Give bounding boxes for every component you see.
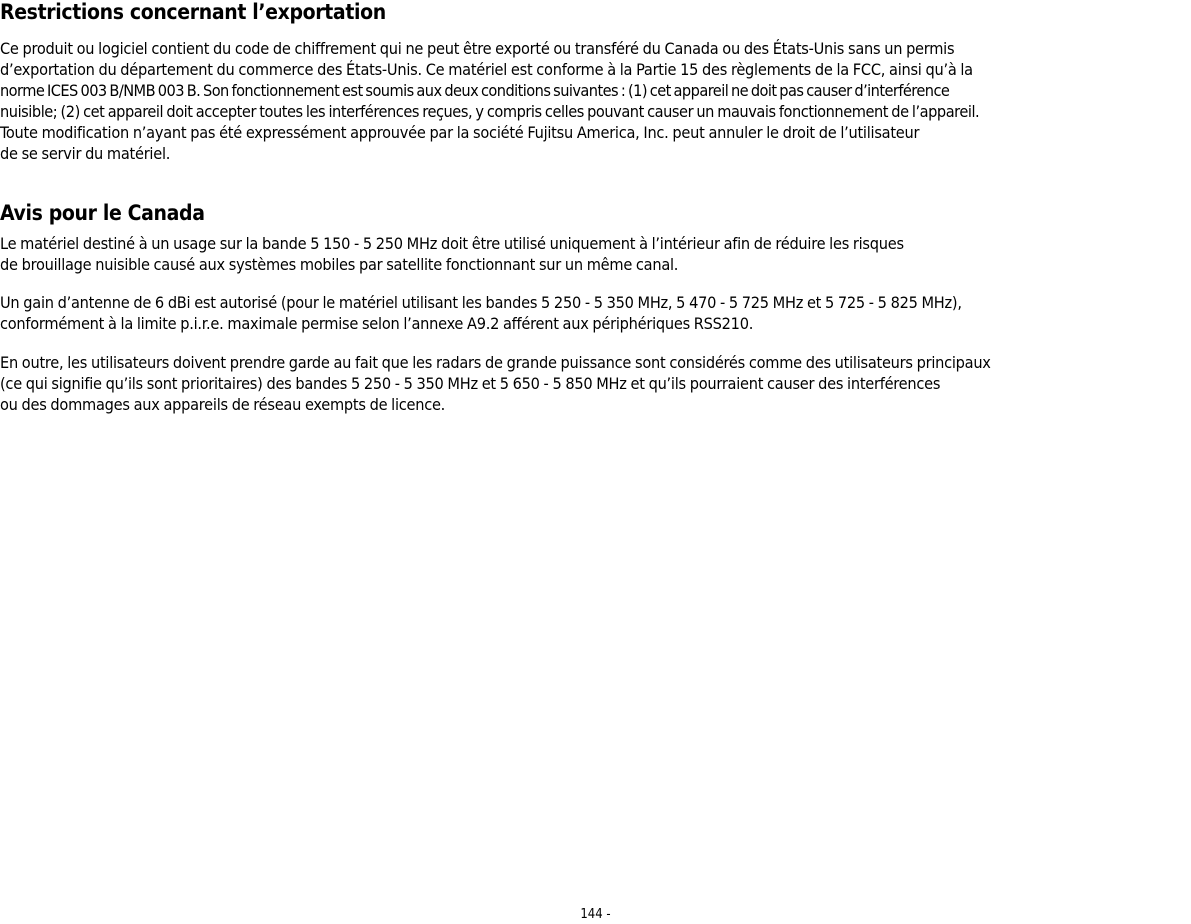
text-line: norme ICES 003 B/NMB 003 B. Son fonctionnement est soumis aux deux conditions suivantes : (1) cet appareil ne doit pas causer d’interférence	[0, 81, 950, 100]
paragraph-antenna-gain	[0, 292, 962, 334]
section-heading-canada-notice: Avis pour le Canada	[0, 201, 205, 225]
text-line: En outre, les utilisateurs doivent prendre garde au fait que les radars de grande puissance sont considérés comme des utilisateurs principaux	[0, 353, 991, 372]
text-line: Toute modification n’ayant pas été expressément approuvée par la société Fujitsu America, Inc. peut annuler le droit de l’utilisateur	[0, 123, 920, 142]
section-heading-export-restrictions: Restrictions concernant l’exportation	[0, 0, 386, 24]
paragraph-export-restrictions	[0, 38, 979, 164]
text-line: ou des dommages aux appareils de réseau exempts de licence.	[0, 395, 446, 414]
text-line: (ce qui signifie qu’ils sont prioritaires) des bandes 5 250 - 5 350 MHz et 5 650 - 5 850 MHz et qu’ils pourraient causer des interférences	[0, 374, 941, 393]
text-line: de se servir du matériel.	[0, 144, 171, 163]
text-line: de brouillage nuisible causé aux systèmes mobiles par satellite fonctionnant sur un même canal.	[0, 255, 679, 274]
page-number: 144 -	[580, 907, 611, 922]
text-line: Le matériel destiné à un usage sur la bande 5 150 - 5 250 MHz doit être utilisé uniquement à l’intérieur afin de réduire les risques	[0, 234, 904, 253]
text-line: d’exportation du département du commerce des États-Unis. Ce matériel est conforme à la Partie 15 des règlements de la FCC, ainsi qu’à la	[0, 60, 973, 79]
paragraph-indoor-use	[0, 233, 904, 275]
text-line: Un gain d’antenne de 6 dBi est autorisé (pour le matériel utilisant les bandes 5 250 - 5 350 MHz, 5 470 - 5 725 MHz et 5 725 - 5 825 MHz),	[0, 293, 962, 312]
text-line: Ce produit ou logiciel contient du code de chiffrement qui ne peut être exporté ou transféré du Canada ou des États-Unis sans un permis	[0, 39, 955, 58]
text-line: nuisible; (2) cet appareil doit accepter toutes les interférences reçues, y compris celles pouvant causer un mauvais fonctionnement de l’appareil.	[0, 102, 980, 121]
paragraph-radar-notice	[0, 352, 991, 415]
text-line: conformément à la limite p.i.r.e. maximale permise selon l’annexe A9.2 afférent aux périphériques RSS210.	[0, 314, 754, 333]
